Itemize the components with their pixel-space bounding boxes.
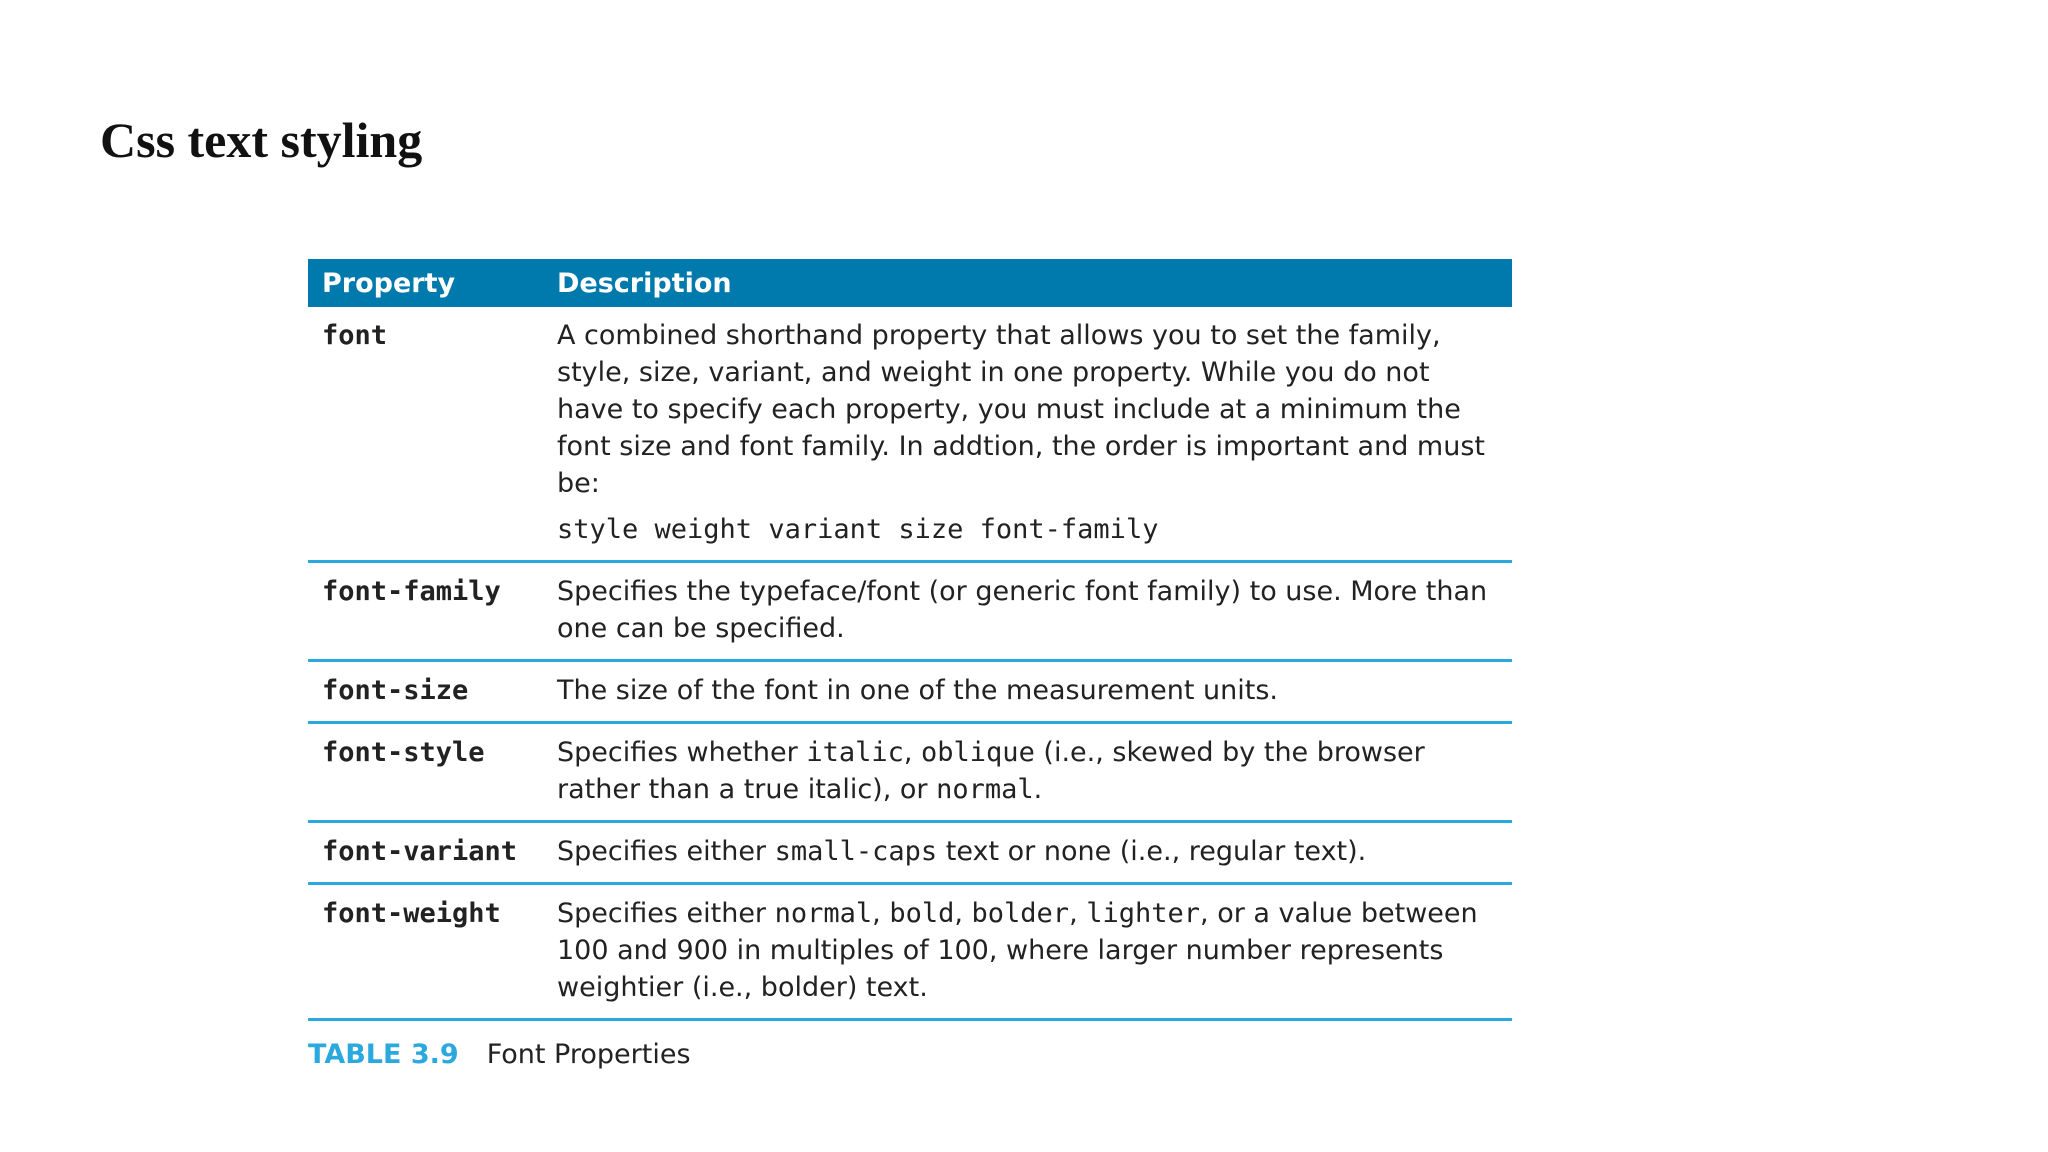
header-property: Property [308, 259, 543, 307]
description-text: text or none (i.e., regular text). [937, 836, 1367, 867]
property-name: font [308, 307, 543, 562]
description-text: , [872, 898, 890, 929]
description-text: A combined shorthand property that allows you to set the family, style, size, variant, and weight in one property. While you do not have to specify each property, you must include at a minimum the font size and font family. In addtion, the order is important and must be: [557, 320, 1485, 499]
table-caption-label: TABLE 3.9 [308, 1039, 459, 1070]
code-value-normal: normal [774, 898, 873, 929]
description-text: , [903, 737, 922, 768]
code-value-bold: bold [889, 898, 955, 929]
property-description [543, 884, 1512, 1020]
code-value-normal: normal [936, 774, 1034, 805]
property-description [543, 822, 1512, 884]
property-name: font-variant [308, 822, 543, 884]
description-text: . [1033, 774, 1043, 805]
property-description: Specifies the typeface/font (or generic font family) to use. More than one can be specified. [543, 562, 1512, 661]
font-order-code: style weight variant size font-family [557, 514, 1159, 545]
description-text: Specifies either [557, 898, 775, 929]
description-text: Specifies whether [557, 737, 807, 768]
table-row-font-variant [308, 822, 1512, 884]
code-value-small-caps: small-caps [774, 836, 938, 867]
code-value-oblique: oblique [921, 737, 1035, 768]
table-caption [308, 1037, 1512, 1073]
code-value-bolder: bolder [971, 898, 1070, 929]
table-row-font-family [308, 562, 1512, 661]
description-text: (i.e., skewed by the browser rather than a true italic), or [557, 737, 1425, 805]
header-description: Description [543, 259, 1512, 307]
property-description [543, 723, 1512, 822]
table-row-font-style [308, 723, 1512, 822]
table-row-font-size [308, 661, 1512, 723]
description-text: , [1069, 898, 1087, 929]
table-row-font-weight [308, 884, 1512, 1020]
description-text: , or a value between 100 and 900 in multiples of 100, where larger number represents weightier (i.e., bolder) text. [557, 898, 1478, 1003]
property-name: font-family [308, 562, 543, 661]
font-properties-table-container [308, 259, 1512, 1073]
property-name: font-weight [308, 884, 543, 1020]
code-value-italic: italic [806, 737, 904, 768]
code-value-lighter: lighter [1086, 898, 1201, 929]
font-properties-table [308, 259, 1512, 1021]
property-name: font-style [308, 723, 543, 822]
property-name: font-size [308, 661, 543, 723]
table-caption-text: Font Properties [486, 1039, 691, 1070]
property-description: The size of the font in one of the measurement units. [543, 661, 1512, 723]
table-row-font [308, 307, 1512, 562]
description-text: Specifies either [557, 836, 775, 867]
description-text: , [954, 898, 972, 929]
slide-title: Css text styling [100, 112, 423, 168]
table-header-row [308, 259, 1512, 307]
property-description [543, 307, 1512, 562]
